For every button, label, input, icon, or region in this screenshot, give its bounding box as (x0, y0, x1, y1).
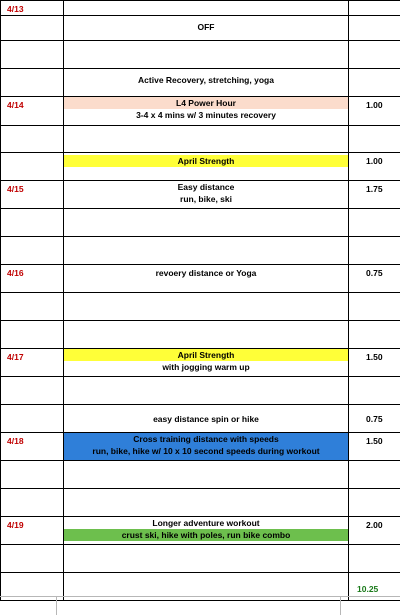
workout-cell[interactable] (64, 126, 349, 153)
workout-cell[interactable]: Easy distance run, bike, ski (64, 181, 349, 209)
date-cell[interactable] (1, 545, 64, 573)
hours-cell[interactable] (349, 321, 400, 349)
table-row (1, 461, 400, 489)
hours-cell[interactable] (349, 293, 400, 321)
strength-label: April Strength (64, 349, 348, 361)
hours-cell[interactable]: 1.50 (349, 433, 400, 461)
workout-cell[interactable] (64, 1, 349, 16)
workout-cell[interactable] (64, 41, 349, 69)
hours-cell[interactable] (349, 209, 400, 237)
table-row (1, 69, 400, 97)
date-cell[interactable]: 4/16 (1, 265, 64, 293)
workout-cell[interactable] (64, 489, 349, 517)
hours-cell[interactable]: 0.75 (349, 405, 400, 433)
workout-cell[interactable]: April Strength with jogging warm up (64, 349, 349, 377)
hours-cell[interactable] (349, 237, 400, 265)
date-cell[interactable]: 4/14 (1, 97, 64, 126)
table-row (1, 265, 400, 293)
date-cell[interactable] (1, 209, 64, 237)
date-cell[interactable]: 4/19 (1, 517, 64, 545)
hours-cell[interactable]: 0.75 (349, 265, 400, 293)
date-cell[interactable] (1, 41, 64, 69)
table-row (1, 1, 400, 16)
table-row (1, 153, 400, 181)
table-row (1, 545, 400, 573)
table-row (1, 377, 400, 405)
adventure-detail: crust ski, hike with poles, run bike combo (64, 529, 348, 541)
workout-cell[interactable] (64, 237, 349, 265)
date-cell[interactable] (1, 153, 64, 181)
table-row (1, 237, 400, 265)
table-row (1, 126, 400, 153)
workout-cell[interactable]: Longer adventure workout crust ski, hike with poles, run bike combo (64, 517, 349, 545)
hours-cell[interactable]: 2.00 (349, 517, 400, 545)
hours-cell[interactable] (349, 377, 400, 405)
workout-cell[interactable]: easy distance spin or hike (64, 405, 349, 433)
table-row (1, 405, 400, 433)
workout-cell[interactable] (64, 321, 349, 349)
date-cell[interactable] (1, 405, 64, 433)
hours-cell[interactable] (349, 1, 400, 16)
table-row (1, 517, 400, 545)
date-cell[interactable]: 4/18 (1, 433, 64, 461)
table-row (1, 209, 400, 237)
date-cell[interactable] (1, 237, 64, 265)
hours-cell[interactable] (349, 489, 400, 517)
workout-cell[interactable] (64, 209, 349, 237)
hours-cell[interactable] (349, 461, 400, 489)
strength-label: April Strength (64, 155, 348, 167)
workout-detail: 3-4 x 4 mins w/ 3 minutes recovery (136, 110, 276, 120)
workout-cell[interactable]: Active Recovery, stretching, yoga (64, 69, 349, 97)
hours-total: 10.25 (357, 584, 379, 594)
workout-cell[interactable]: revoery distance or Yoga (64, 265, 349, 293)
date-cell[interactable] (1, 489, 64, 517)
hours-cell[interactable]: 1.00 (349, 153, 400, 181)
date-cell[interactable] (1, 293, 64, 321)
table-row (1, 349, 400, 377)
table-row (1, 97, 400, 126)
workout-cell[interactable] (64, 545, 349, 573)
workout-cell[interactable] (64, 293, 349, 321)
hours-cell[interactable] (349, 16, 400, 41)
date-cell[interactable]: 4/17 (1, 349, 64, 377)
hours-cell[interactable]: 1.50 (349, 349, 400, 377)
date-cell[interactable] (1, 461, 64, 489)
workout-cell[interactable] (64, 377, 349, 405)
date-cell[interactable]: 4/13 (1, 1, 64, 16)
date-cell[interactable]: 4/15 (1, 181, 64, 209)
table-row (1, 16, 400, 41)
date-cell[interactable] (1, 126, 64, 153)
table-row (1, 41, 400, 69)
workout-cell[interactable] (64, 153, 349, 181)
hours-cell[interactable]: 1.00 (349, 97, 400, 126)
table-row (1, 489, 400, 517)
hours-cell[interactable] (349, 41, 400, 69)
power-hour-label: L4 Power Hour (64, 97, 348, 109)
workout-cell[interactable] (64, 461, 349, 489)
workout-cell[interactable] (64, 97, 349, 126)
hours-cell[interactable] (349, 545, 400, 573)
workout-cell[interactable]: OFF (64, 16, 349, 41)
date-cell[interactable] (1, 321, 64, 349)
hours-cell[interactable] (349, 126, 400, 153)
table-row (1, 433, 400, 461)
hours-cell[interactable]: 1.75 (349, 181, 400, 209)
table-row (1, 181, 400, 209)
date-cell[interactable] (1, 377, 64, 405)
table-row (1, 293, 400, 321)
grid-divider (340, 596, 341, 615)
date-cell[interactable] (1, 16, 64, 41)
table-row (1, 321, 400, 349)
date-cell[interactable] (1, 69, 64, 97)
hours-cell[interactable] (349, 69, 400, 97)
grid-divider (56, 596, 57, 615)
workout-cell[interactable]: Cross training distance with speeds run, bike, hike w/ 10 x 10 second speeds during workout (64, 433, 349, 461)
